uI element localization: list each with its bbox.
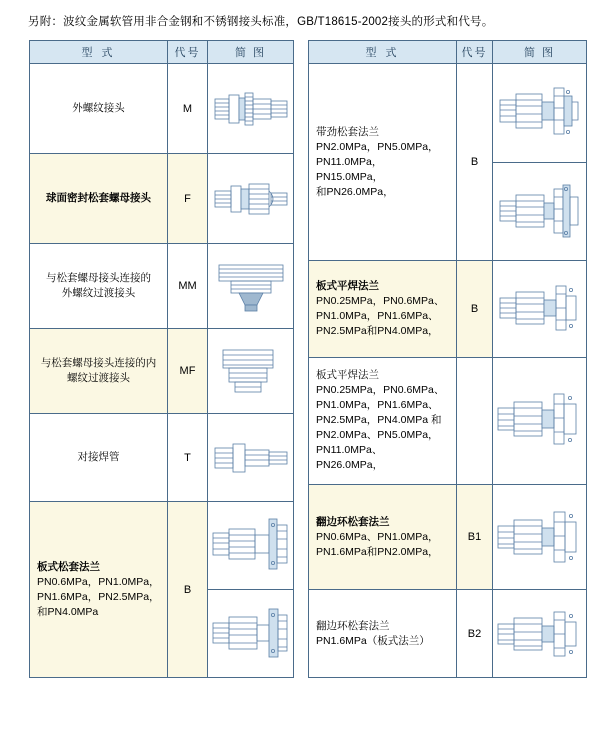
- right-fitting-table: [308, 40, 587, 678]
- table-header-row: [309, 41, 587, 64]
- table-row: [30, 244, 294, 329]
- header-figure: 简 图: [493, 41, 587, 64]
- row-figure: [493, 261, 587, 357]
- table-row: [30, 154, 294, 244]
- row-figure: [208, 414, 294, 502]
- table-row: [309, 590, 587, 678]
- tables-container: [29, 40, 571, 678]
- row-description: [30, 244, 168, 329]
- row-code: B: [457, 64, 493, 261]
- desc-line: 与松套螺母接头连接的内: [40, 357, 157, 369]
- desc-line: 外螺纹过渡接头: [61, 287, 136, 299]
- page-title: 另附：波纹金属软管用非合金钢和不锈钢接头标准，GB/T18615-2002接头的形式和代号。: [28, 16, 494, 28]
- table-header-row: [30, 41, 294, 64]
- row-figure: [208, 154, 294, 244]
- desc-line: 对接焊管: [77, 451, 120, 463]
- table-row: [309, 485, 587, 590]
- row-description: [309, 64, 457, 261]
- desc-line: PN2.5MPa，PN4.0MPa 和: [316, 414, 442, 427]
- desc-line: PN0.6MPa、PN1.0MPa，: [316, 530, 439, 543]
- desc-line: PN1.0MPa，PN1.6MPa、: [316, 399, 439, 412]
- row-code: B2: [457, 590, 493, 678]
- row-figure: [493, 590, 587, 678]
- desc-line: 与松套螺母接头连接的: [46, 272, 151, 284]
- table-row: [309, 357, 587, 484]
- desc-line: 和PN26.0MPa，: [316, 185, 394, 198]
- row-description: [30, 502, 168, 678]
- row-figure: [208, 64, 294, 154]
- plate-slip-on-flange-icon: [494, 274, 586, 344]
- header-figure: 简 图: [208, 41, 294, 64]
- desc-line: 和PN4.0MPa: [37, 605, 99, 618]
- desc-line: 板式松套法兰: [37, 560, 100, 573]
- row-figure: [493, 162, 587, 261]
- butt-weld-pipe-icon: [209, 428, 293, 488]
- desc-line: PN2.0MPa，PN5.0MPa，: [316, 140, 439, 153]
- row-code: MM: [168, 244, 208, 329]
- desc-line: PN1.6MPa（板式法兰）: [316, 634, 430, 647]
- table-row: [30, 414, 294, 502]
- row-figure: [208, 590, 294, 678]
- header-code: 代号: [457, 41, 493, 64]
- desc-line: PN2.5MPa和PN4.0MPa，: [316, 325, 439, 338]
- row-code: MF: [168, 329, 208, 414]
- desc-line: PN0.6MPa，PN1.0MPa，: [37, 575, 160, 588]
- row-code: T: [168, 414, 208, 502]
- desc-line: PN0.25MPa，PN0.6MPa、: [316, 384, 445, 397]
- male-thread-fitting-icon: [209, 79, 293, 139]
- table-row: [309, 64, 587, 163]
- desc-line: PN0.25MPa，PN0.6MPa、: [316, 295, 445, 308]
- row-description: [30, 154, 168, 244]
- left-fitting-table: [29, 40, 294, 678]
- row-code: B1: [457, 485, 493, 590]
- row-description: [30, 64, 168, 154]
- desc-line: 球面密封松套螺母接头: [46, 192, 151, 204]
- row-figure: [493, 64, 587, 163]
- row-code: [457, 357, 493, 484]
- plate-slip-on-flange-icon-2: [494, 378, 586, 464]
- row-description: [309, 261, 457, 357]
- spherical-seal-union-nut-fitting-icon: [209, 169, 293, 229]
- table-row: [30, 329, 294, 414]
- row-description: [30, 414, 168, 502]
- female-thread-adapter-icon: [209, 340, 293, 402]
- row-figure: [493, 485, 587, 590]
- desc-line: 带劲松套法兰: [316, 125, 379, 138]
- row-figure: [208, 244, 294, 329]
- table-row: [30, 64, 294, 154]
- desc-line: PN2.0MPa、PN5.0MPa，: [316, 429, 439, 442]
- row-code: B: [457, 261, 493, 357]
- plate-lap-joint-flange-icon-2: [209, 599, 293, 669]
- row-figure: [208, 502, 294, 590]
- male-thread-adapter-icon: [209, 255, 293, 317]
- ribbed-lap-joint-flange-icon: [494, 76, 586, 150]
- table-row: [30, 502, 294, 590]
- desc-line: PN1.6MPa，PN2.5MPa，: [37, 590, 160, 603]
- desc-line: PN11.0MPa、PN26.0MPa，: [316, 444, 384, 472]
- flared-ring-lap-joint-flange-icon: [494, 498, 586, 576]
- desc-line: 板式平焊法兰: [316, 280, 379, 293]
- header-code: 代号: [168, 41, 208, 64]
- row-code: F: [168, 154, 208, 244]
- row-description: [309, 485, 457, 590]
- header-type: 型 式: [30, 41, 168, 64]
- ribbed-lap-joint-flange-icon-2: [494, 175, 586, 249]
- header-type: 型 式: [309, 41, 457, 64]
- table-row: [309, 261, 587, 357]
- desc-line: 螺纹过渡接头: [67, 372, 130, 384]
- row-figure: [208, 329, 294, 414]
- desc-line: PN1.0MPa，PN1.6MPa、: [316, 310, 439, 323]
- row-description: [30, 329, 168, 414]
- desc-line: 板式平焊法兰: [316, 369, 379, 382]
- desc-line: PN11.0MPa，PN15.0MPa，: [316, 155, 384, 183]
- row-description: [309, 590, 457, 678]
- flared-ring-lap-joint-flange-icon-2: [494, 602, 586, 666]
- desc-line: 翻边环松套法兰: [316, 619, 390, 632]
- row-code: M: [168, 64, 208, 154]
- desc-line: PN1.6MPa和PN2.0MPa，: [316, 545, 439, 558]
- row-figure: [493, 357, 587, 484]
- desc-line: 翻边环松套法兰: [316, 515, 390, 528]
- row-description: [309, 357, 457, 484]
- plate-lap-joint-flange-icon: [209, 511, 293, 581]
- desc-line: 外螺纹接头: [72, 102, 125, 114]
- row-code: B: [168, 502, 208, 678]
